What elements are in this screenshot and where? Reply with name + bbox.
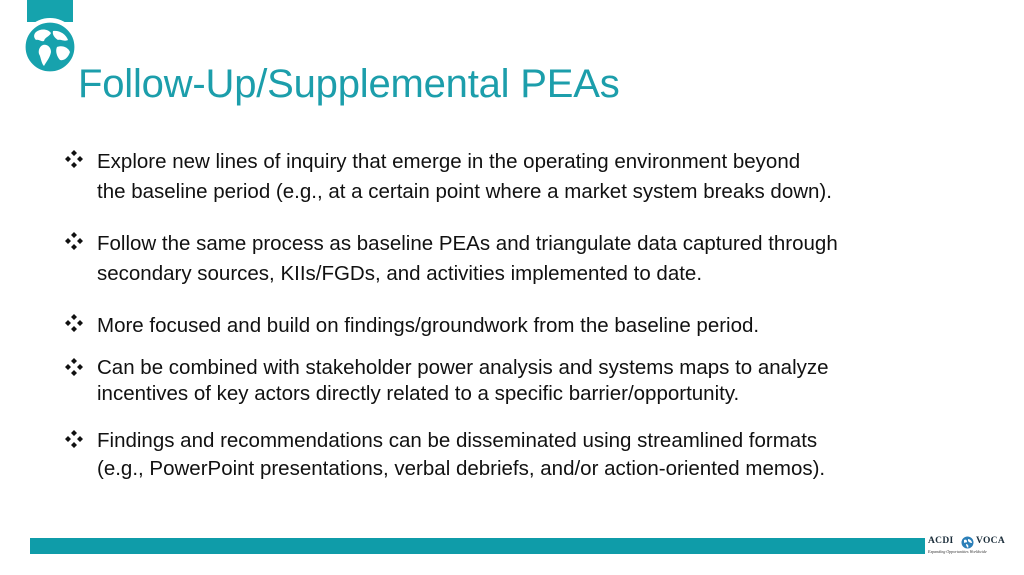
- bullet-line: More focused and build on findings/groundwork from the baseline period.: [97, 314, 760, 337]
- bullet-line: incentives of key actors directly related to a specific barrier/opportunity.: [97, 382, 740, 405]
- four-diamond-bullet-icon: [64, 429, 84, 449]
- footer-bar: [30, 538, 1002, 554]
- bullet-list: [64, 147, 964, 483]
- bullet-line: (e.g., PowerPoint presentations, verbal debriefs, and/or action-oriented memos).: [97, 457, 826, 480]
- four-diamond-bullet-icon: [64, 231, 84, 251]
- bullet-line: secondary sources, KIIs/FGDs, and activities implemented to date.: [97, 262, 703, 285]
- bullet-line: Findings and recommendations can be disseminated using streamlined formats: [97, 429, 818, 452]
- bullet-item: [64, 229, 964, 289]
- four-diamond-bullet-icon: [64, 357, 84, 377]
- logo-right-text: VOCA: [976, 536, 1005, 546]
- four-diamond-bullet-icon: [64, 149, 84, 169]
- bullet-line: Can be combined with stakeholder power analysis and systems maps to analyze: [97, 356, 829, 379]
- four-diamond-bullet-icon: [64, 313, 84, 333]
- bullet-line: Explore new lines of inquiry that emerge in the operating environment beyond: [97, 150, 801, 173]
- acdi-voca-logo: [925, 535, 1003, 557]
- logo-left-text: ACDI: [928, 536, 954, 546]
- bullet-line: Follow the same process as baseline PEAs and triangulate data captured through: [97, 232, 838, 255]
- logo-tagline: Expanding Opportunities Worldwide: [928, 549, 987, 554]
- slide-title: Follow-Up/Supplemental PEAs: [78, 62, 620, 106]
- bullet-item: [64, 427, 964, 483]
- bullet-item: [64, 355, 964, 407]
- globe-icon: [19, 16, 81, 78]
- bullet-item: [64, 311, 964, 341]
- bullet-line: the baseline period (e.g., at a certain point where a market system breaks down).: [97, 180, 832, 203]
- bullet-item: [64, 147, 964, 207]
- logo-globe-icon: [961, 536, 974, 549]
